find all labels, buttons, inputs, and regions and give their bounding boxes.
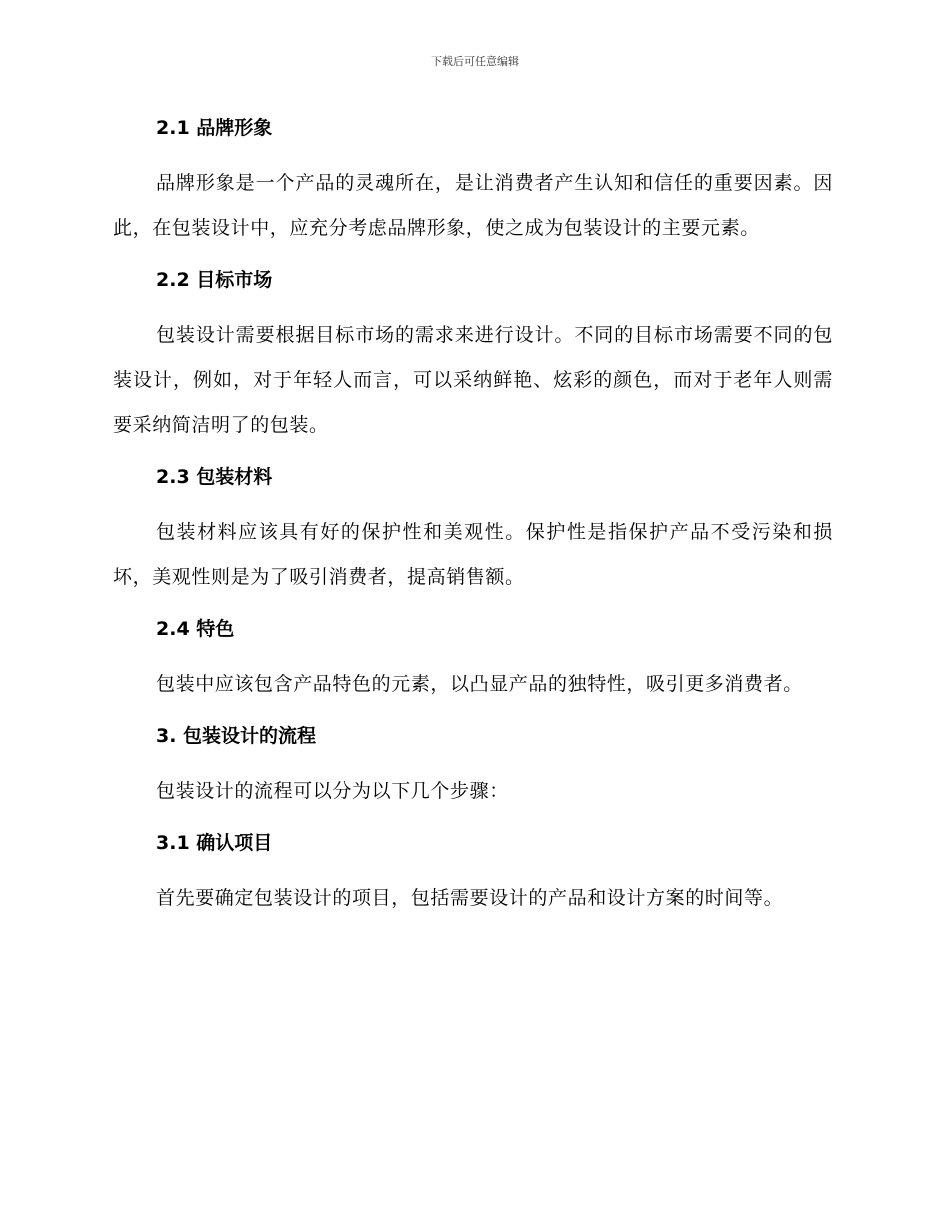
section-2-4: [113, 612, 833, 707]
section-paragraph: 包装设计的流程可以分为以下几个步骤：: [156, 780, 509, 802]
document-content: [113, 111, 833, 933]
section-heading: 3. 包装设计的流程: [156, 725, 317, 747]
section-3-1: [113, 826, 833, 921]
section-heading: 2.2 目标市场: [156, 269, 273, 291]
section-2-3: [113, 460, 833, 600]
section-heading: 2.1 品牌形象: [156, 117, 273, 139]
section-paragraph: 包装中应该包含产品特色的元素，以凸显产品的独特性，吸引更多消费者。: [156, 673, 803, 695]
section-paragraph: 品牌形象是一个产品的灵魂所在，是让消费者产生认知和信任的重要因素。因此，在包装设计中，应充分考虑品牌形象，使之成为包装设计的主要元素。: [113, 172, 833, 239]
section-heading: 2.3 包装材料: [156, 466, 273, 488]
section-paragraph: 包装材料应该具有好的保护性和美观性。保护性是指保护产品不受污染和损坏，美观性则是为了吸引消费者，提高销售额。: [113, 521, 833, 588]
section-paragraph: 首先要确定包装设计的项目，包括需要设计的产品和设计方案的时间等。: [156, 887, 784, 909]
page-header: 下载后可任意编辑: [431, 55, 519, 68]
section-heading: 2.4 特色: [156, 618, 235, 640]
section-heading: 3.1 确认项目: [156, 832, 273, 854]
section-2-1: [113, 111, 833, 251]
section-paragraph: 包装设计需要根据目标市场的需求来进行设计。不同的目标市场需要不同的包装设计，例如，对于年轻人而言，可以采纳鲜艳、炫彩的颜色，而对于老年人则需要采纳简洁明了的包装。: [113, 324, 833, 436]
section-2-2: [113, 263, 833, 448]
section-3: [113, 719, 833, 814]
